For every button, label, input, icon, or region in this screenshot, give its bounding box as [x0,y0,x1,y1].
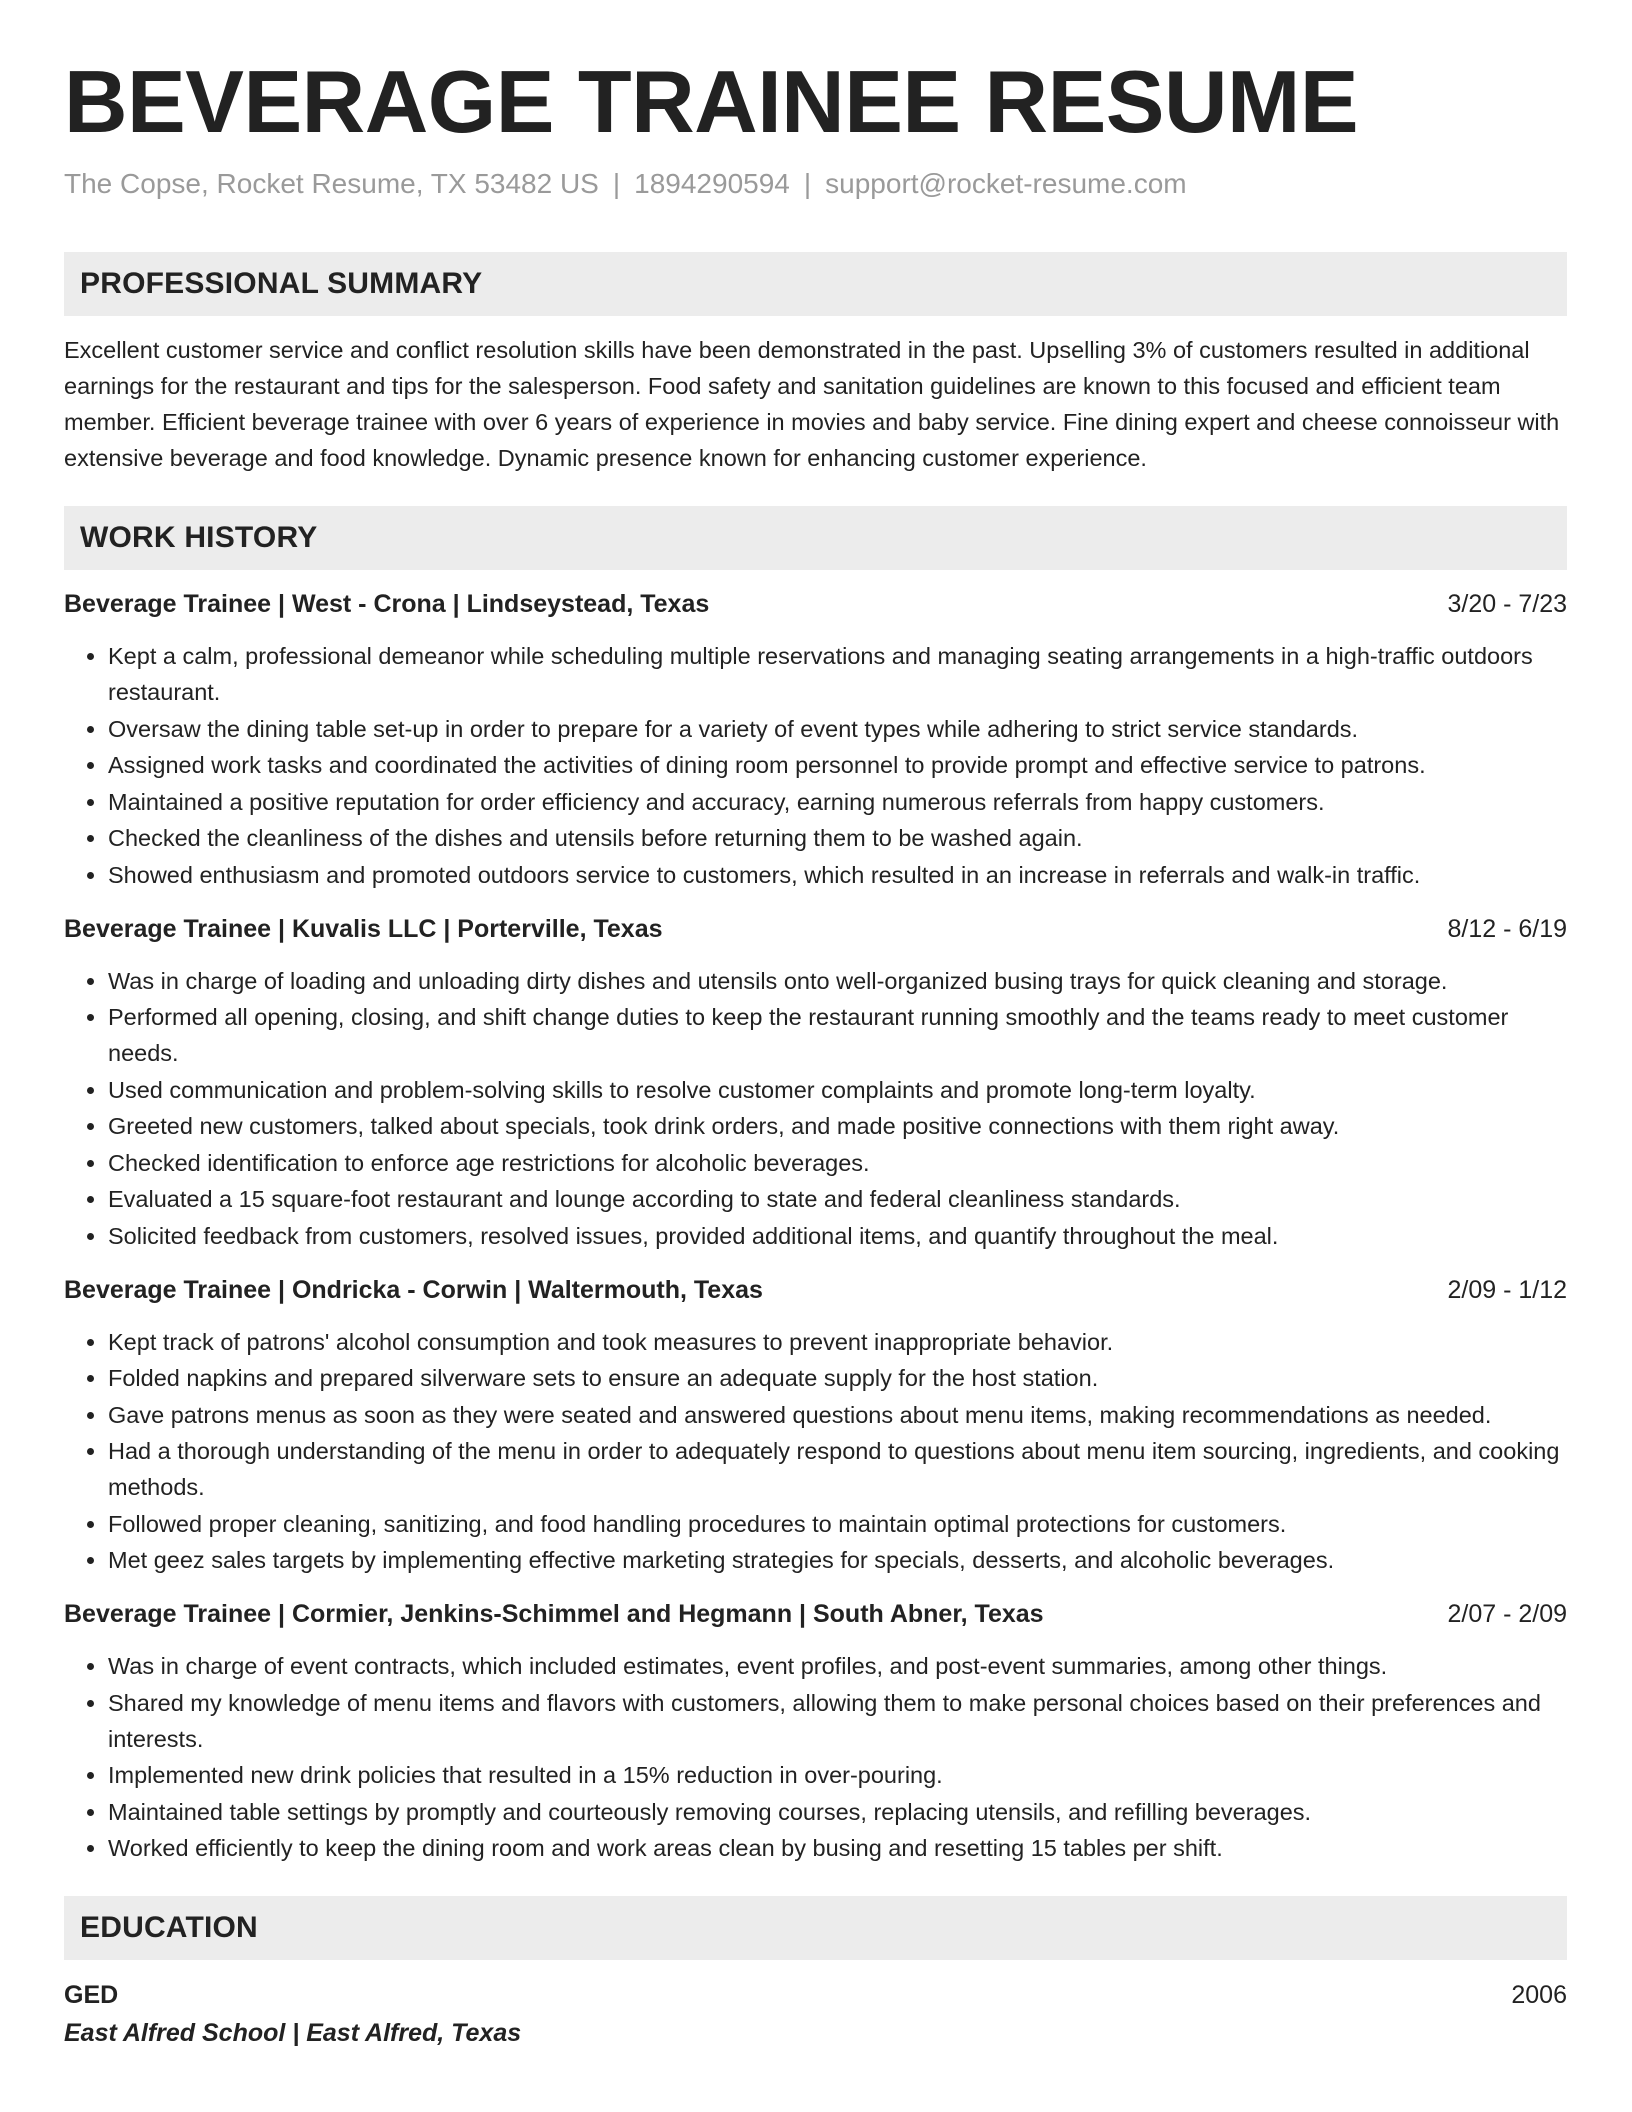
education-section [64,1896,1567,2052]
job-bullet: • Kept track of patrons' alcohol consumption and took measures to prevent inappropriate behavior. [108,1324,1567,1360]
summary-heading: PROFESSIONAL SUMMARY [64,252,1567,316]
job-title: Beverage Trainee | Cormier, Jenkins-Schimmel and Hegmann | South Abner, Texas [64,1600,1044,1628]
education-entry [64,1976,1567,2052]
job-bullet: • Gave patrons menus as soon as they were seated and answered questions about menu items, making recommendations as needed. [108,1397,1567,1433]
job-bullet: • Maintained a positive reputation for order efficiency and accuracy, earning numerous referrals from happy customers. [108,784,1567,820]
job-dates: 8/12 - 6/19 [1447,914,1567,943]
education-heading: EDUCATION [64,1896,1567,1960]
job-bullet: • Kept a calm, professional demeanor while scheduling multiple reservations and managing seating arrangements in a high-traffic outdoors restaurant. [108,638,1567,710]
job-bullet: • Folded napkins and prepared silverware sets to ensure an adequate supply for the host station. [108,1360,1567,1396]
job-bullet-list [64,1648,1567,1866]
job-header [64,586,1567,622]
job-bullet: • Evaluated a 15 square-foot restaurant and lounge according to state and federal cleanliness standards. [108,1181,1567,1217]
job-bullet: • Had a thorough understanding of the menu in order to adequately respond to questions about menu item sourcing, ingredients, and cooking methods. [108,1433,1567,1505]
job-bullet: • Oversaw the dining table set-up in order to prepare for a variety of event types while adhering to strict service standards. [108,711,1567,747]
job-bullet: • Followed proper cleaning, sanitizing, and food handling procedures to maintain optimal protections for customers. [108,1506,1567,1542]
contact-email: support@rocket-resume.com [825,168,1187,199]
job-entry [64,911,1567,1254]
job-bullet: • Performed all opening, closing, and shift change duties to keep the restaurant running smoothly and the teams ready to meet customer needs. [108,999,1567,1071]
job-bullet: • Implemented new drink policies that resulted in a 15% reduction in over-pouring. [108,1757,1567,1793]
job-title: Beverage Trainee | Kuvalis LLC | Porterville, Texas [64,914,663,943]
job-list [64,586,1567,1866]
job-bullet: • Checked identification to enforce age restrictions for alcoholic beverages. [108,1145,1567,1181]
contact-separator: | [803,168,812,199]
job-bullet: • Met geez sales targets by implementing effective marketing strategies for specials, desserts, and alcoholic beverages. [108,1542,1567,1578]
job-header [64,911,1567,947]
job-bullet-list [64,638,1567,893]
summary-section [64,252,1567,476]
job-bullet: • Solicited feedback from customers, resolved issues, provided additional items, and quantify throughout the meal. [108,1218,1567,1254]
job-dates: 3/20 - 7/23 [1447,590,1567,618]
job-entry [64,1596,1567,1866]
contact-separator: | [612,168,621,199]
resume-page [64,52,1567,2052]
job-dates: 2/09 - 1/12 [1447,1275,1567,1304]
job-entry [64,586,1567,893]
resume-title: BEVERAGE TRAINEE RESUME [64,52,1359,151]
job-dates: 2/07 - 2/09 [1447,1600,1567,1628]
job-title: Beverage Trainee | West - Crona | Lindseystead, Texas [64,590,710,618]
job-header [64,1272,1567,1308]
contact-address: The Copse, Rocket Resume, TX 53482 US [64,168,599,199]
job-bullet: • Greeted new customers, talked about specials, took drink orders, and made positive connections with them right away. [108,1108,1567,1144]
work-history-section [64,506,1567,1866]
job-bullet: • Was in charge of loading and unloading dirty dishes and utensils onto well-organized busing trays for quick cleaning and storage. [108,963,1567,999]
job-bullet: • Shared my knowledge of menu items and flavors with customers, allowing them to make personal choices based on their preferences and interests. [108,1685,1567,1757]
job-entry [64,1272,1567,1579]
job-bullet: • Assigned work tasks and coordinated the activities of dining room personnel to provide prompt and effective service to patrons. [108,747,1567,783]
summary-text: Excellent customer service and conflict resolution skills have been demonstrated in the past. Upselling 3% of customers resulted in additional earnings for the restaurant and tips for the salesperson. Food safety and sanitation guidelines are known to this focused and efficient team member. Efficient beverage trainee with over 6 years of experience in movies and baby service. Fine dining expert and cheese connoisseur with extensive beverage and food knowledge. Dynamic presence known for enhancing customer experience. [64,337,1560,471]
job-bullet: • Was in charge of event contracts, which included estimates, event profiles, and post-event summaries, among other things. [108,1648,1567,1684]
job-header [64,1596,1567,1632]
job-bullet-list [64,963,1567,1254]
job-title: Beverage Trainee | Ondricka - Corwin | Waltermouth, Texas [64,1275,763,1304]
work-history-heading: WORK HISTORY [64,506,1567,570]
contact-line [64,166,1567,202]
job-bullet: • Worked efficiently to keep the dining room and work areas clean by busing and resetting 15 tables per shift. [108,1830,1567,1866]
job-bullet-list [64,1324,1567,1579]
education-year: 2006 [1511,1981,1567,2009]
job-bullet: • Used communication and problem-solving skills to resolve customer complaints and promote long-term loyalty. [108,1072,1567,1108]
job-bullet: • Checked the cleanliness of the dishes and utensils before returning them to be washed again. [108,820,1567,856]
education-school: East Alfred School | East Alfred, Texas [64,2019,522,2047]
education-degree: GED [64,1981,119,2009]
job-bullet: • Maintained table settings by promptly and courteously removing courses, replacing utensils, and refilling beverages. [108,1794,1567,1830]
job-bullet: • Showed enthusiasm and promoted outdoors service to customers, which resulted in an increase in referrals and walk-in traffic. [108,857,1567,893]
contact-phone: 1894290594 [634,168,790,199]
